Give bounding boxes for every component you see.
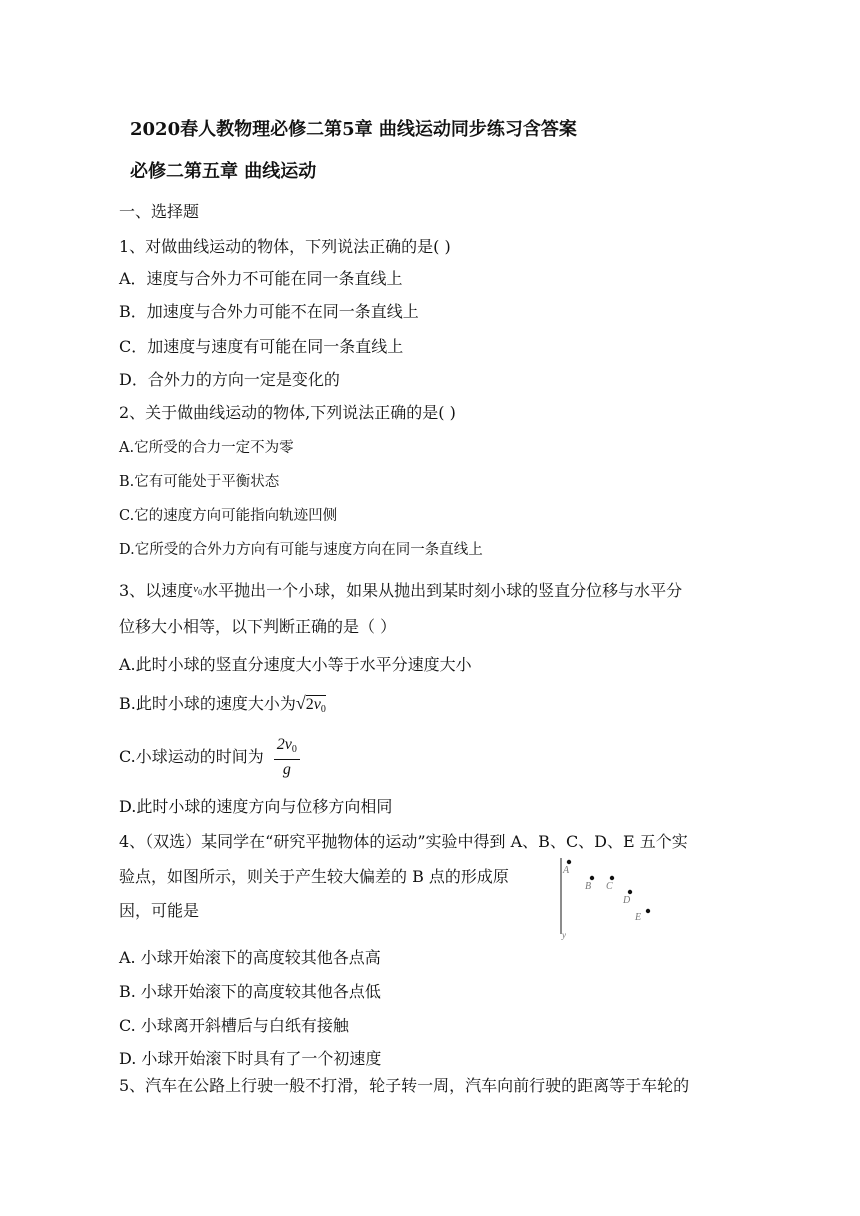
figure-label-e: E [635, 912, 642, 923]
q2-option-a: A.它所受的合力一定不为零 [119, 440, 294, 456]
figure-point-a [567, 860, 571, 864]
q4-option-c: C. 小球离开斜槽后与白纸有接触 [119, 1016, 349, 1035]
document-title: 2020春人教物理必修二第5章 曲线运动同步练习含答案 [130, 119, 577, 140]
q2-option-b: B.它有可能处于平衡状态 [119, 474, 280, 490]
figure-label-y: y [562, 930, 566, 940]
section-heading: 一、选择题 [119, 202, 200, 221]
figure-label-c: C [606, 881, 613, 892]
figure-label-a: A [563, 865, 570, 876]
q2-stem: 2、关于做曲线运动的物体,下列说法正确的是( ) [119, 403, 456, 422]
q3-option-c-fraction: $\frac{2v_0}{g}$ [274, 736, 300, 778]
q2-option-d: D.它所受的合外力方向有可能与速度方向在同一条直线上 [119, 542, 483, 558]
q1-option-d: D．合外力的方向一定是变化的 [119, 370, 340, 389]
q4-stem-line2: 验点，如图所示，则关于产生较大偏差的 B 点的形成原 [119, 867, 509, 886]
q3-option-d: D.此时小球的速度方向与位移方向相同 [119, 797, 393, 816]
figure-label-d: D [623, 895, 631, 906]
q3-stem-pre: 3、以速度 [119, 581, 194, 600]
q4-option-a: A. 小球开始滚下的高度较其他各点高 [119, 948, 381, 967]
q5-stem-line1: 5、汽车在公路上行驶一般不打滑，轮子转一周，汽车向前行驶的距离等于车轮的 [119, 1076, 690, 1095]
q3-option-b-text: B.此时小球的速度大小为 [119, 694, 296, 713]
q3-stem-line2: 位移大小相等，以下判断正确的是（ ） [119, 617, 397, 636]
figure-label-b: B [585, 881, 592, 892]
q3-option-b [119, 693, 326, 720]
q3-stem-post: 水平抛出一个小球，如果从抛出到某时刻小球的竖直分位移与水平分 [202, 581, 683, 600]
figure-point-b [590, 876, 594, 880]
q3-stem [119, 579, 682, 603]
projectile-points-figure [552, 856, 662, 940]
document-subtitle: 必修二第五章 曲线运动 [130, 161, 317, 182]
q4-stem-line3: 因，可能是 [119, 901, 200, 920]
q1-option-b: B．加速度与合外力可能不在同一条直线上 [119, 302, 419, 321]
q3-v0-symbol: v0 [193, 583, 203, 597]
q3-option-b-formula: $√2v_0$ [295, 693, 326, 715]
q4-stem-line1: 4、（双选）某同学在“研究平抛物体的运动”实验中得到 A、B、C、D、E 五个实 [119, 832, 688, 851]
q3-option-c [119, 736, 300, 776]
q1-option-c: C．加速度与速度有可能在同一条直线上 [119, 337, 404, 356]
figure-point-d [628, 890, 632, 894]
q3-option-c-text: C.小球运动的时间为 [119, 747, 264, 766]
q3-option-a: A.此时小球的竖直分速度大小等于水平分速度大小 [119, 655, 472, 674]
q4-option-b: B. 小球开始滚下的高度较其他各点低 [119, 982, 381, 1001]
figure-point-e [646, 909, 650, 913]
q4-option-d: D. 小球开始滚下时具有了一个初速度 [119, 1049, 382, 1068]
q1-stem: 1、对做曲线运动的物体，下列说法正确的是( ) [119, 237, 451, 256]
figure-point-c [610, 876, 614, 880]
q2-option-c: C.它的速度方向可能指向轨迹凹侧 [119, 508, 338, 524]
q1-option-a: A．速度与合外力不可能在同一条直线上 [119, 269, 403, 288]
